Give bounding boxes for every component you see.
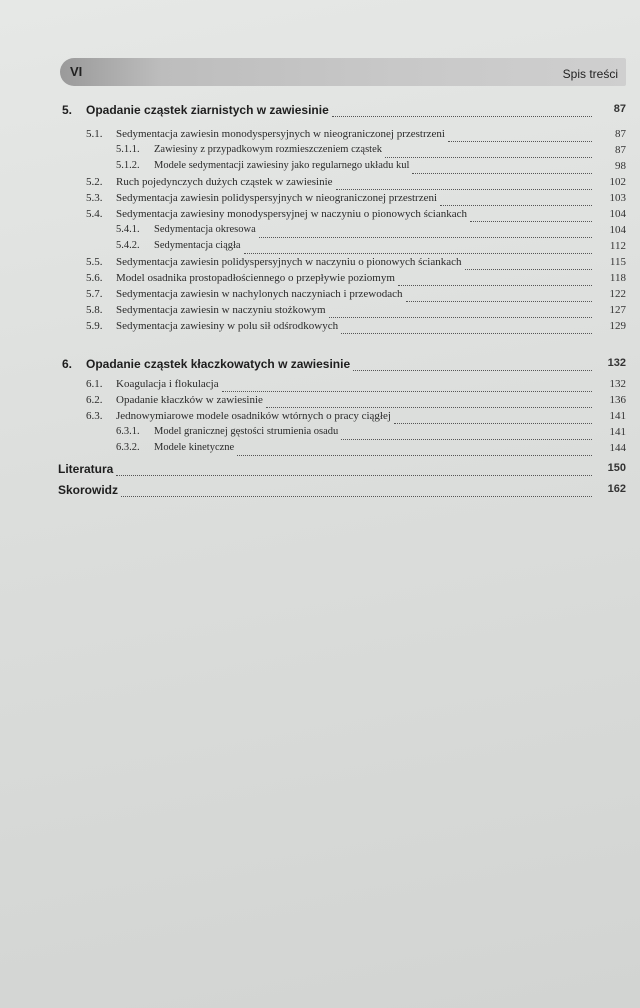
dot-leader [341,429,592,440]
toc-entry-page: 162 [607,483,626,495]
toc-entry-number: 5.8. [86,304,103,316]
toc-entry-page: 104 [609,224,626,236]
toc-entry-number: 5.2. [86,176,103,188]
dot-leader [412,163,592,174]
toc-entry-title: Literatura [58,462,114,476]
toc-entry-title: Opadanie cząstek ziarnistych w zawiesinie [86,103,329,117]
toc-entry-number: 5.1.1. [116,144,140,155]
toc-entry-title: Modele kinetyczne [154,442,235,453]
toc-entry-page: 150 [607,462,626,474]
toc-entry-page: 118 [609,272,626,284]
toc-entry [0,426,640,442]
toc-entry [0,208,640,224]
toc-entry-number: 6.3.2. [116,442,140,453]
toc-entry-number: 5.9. [86,320,103,332]
toc-entry [0,224,640,240]
toc-entry-number: 5.4.2. [116,240,140,251]
toc-entry [0,128,640,144]
toc-entry [0,357,640,373]
toc-entry-page: 136 [609,394,626,406]
toc-entry [0,144,640,160]
toc-entry-page: 129 [609,320,626,332]
dot-leader [394,413,592,424]
toc-entry-title: Sedymentacja zawiesin polidyspersyjnych w naczyniu o pionowych ściankach [116,256,462,268]
toc-entry [0,410,640,426]
toc-entry-number: 5.1.2. [116,160,140,171]
toc-entry-number: 5.1. [86,128,103,140]
toc-entry-page: 141 [609,410,626,422]
toc-entry-title: Ruch pojedynczych dużych cząstek w zawiesinie [116,176,333,188]
toc-entry-page: 87 [615,144,626,156]
dot-leader [398,275,592,286]
dot-leader [332,106,592,117]
toc-entry-title: Opadanie kłaczków w zawiesinie [116,394,263,406]
toc-entry-page: 132 [607,357,626,369]
toc-entry [0,462,640,478]
toc-entry-title: Sedymentacja zawiesiny w polu sił odśrodkowych [116,320,339,332]
dot-leader [237,445,592,456]
toc-entry-number: 5.7. [86,288,103,300]
toc-entry [0,160,640,176]
dot-leader [336,179,592,190]
toc-entry [0,256,640,272]
toc-entry-number: 6. [62,357,73,371]
toc-entry-title: Sedymentacja zawiesin polidyspersyjnych w nieograniczonej przestrzeni [116,192,438,204]
page-header-bar [60,58,626,86]
toc-entry-number: 5. [62,103,73,117]
toc-entry-title: Sedymentacja zawiesin w naczyniu stożkowym [116,304,326,316]
toc-entry-page: 102 [609,176,626,188]
toc-entry [0,483,640,499]
toc-entry-title: Sedymentacja okresowa [154,224,256,235]
toc-entry [0,378,640,394]
section-title: Spis treści [562,67,618,81]
toc-entry-title: Opadanie cząstek kłaczkowatych w zawiesinie [86,357,351,371]
toc-entry-title: Model granicznej gęstości strumienia osadu [154,426,339,437]
toc-entry-title: Sedymentacja zawiesiny monodyspersyjnej w naczyniu o pionowych ściankach [116,208,467,220]
dot-leader [440,195,592,206]
toc-entry-title: Sedymentacja zawiesin monodyspersyjnych w nieograniczonej przestrzeni [116,128,445,140]
dot-leader [470,211,592,222]
toc-entry [0,442,640,458]
dot-leader [465,259,593,270]
toc-entry-title: Zawiesiny z przypadkowym rozmieszczeniem cząstek [154,144,382,155]
toc-entry-title: Modele sedymentacji zawiesiny jako regularnego układu kul [154,160,410,171]
toc-entry-title: Jednowymiarowe modele osadników wtórnych o pracy ciągłej [116,410,391,422]
toc-entry-page: 103 [609,192,626,204]
toc-entry-title: Sedymentacja zawiesin w nachylonych naczyniach i przewodach [116,288,403,300]
toc-entry-number: 5.3. [86,192,103,204]
toc-entry-title: Model osadnika prostopadłościennego o przepływie poziomym [116,272,395,284]
toc-entry-number: 6.1. [86,378,103,390]
dot-leader [406,291,593,302]
dot-leader [341,323,592,334]
toc-entry [0,394,640,410]
toc-entry-page: 115 [609,256,626,268]
dot-leader [448,131,592,142]
dot-leader [222,381,592,392]
toc-entry-number: 6.3.1. [116,426,140,437]
toc-entry-number: 5.4.1. [116,224,140,235]
toc-entry [0,192,640,208]
page-number: VI [70,64,83,79]
dot-leader [259,227,592,238]
toc-entry-page: 112 [609,240,626,252]
toc-entry-page: 127 [609,304,626,316]
dot-leader [266,397,592,408]
toc-entry-number: 5.5. [86,256,103,268]
toc-entry-title: Koagulacja i flokulacja [116,378,219,390]
toc-entry-page: 87 [613,103,626,115]
dot-leader [353,360,592,371]
toc-entry [0,272,640,288]
dot-leader [385,147,592,158]
toc-entry-page: 141 [609,426,626,438]
dot-leader [244,243,592,254]
toc-entry-number: 6.2. [86,394,103,406]
dot-leader [116,465,592,476]
toc-entry-page: 144 [609,442,626,454]
dot-leader [121,486,592,497]
dot-leader [329,307,592,318]
toc-entry [0,176,640,192]
toc-entry [0,288,640,304]
toc-entry-page: 87 [615,128,626,140]
toc-entry [0,304,640,320]
toc-entry-number: 6.3. [86,410,103,422]
toc-entry-title: Skorowidz [58,483,119,497]
toc-entry [0,320,640,336]
toc-entry-title: Sedymentacja ciągła [154,240,241,251]
toc-entry-number: 5.6. [86,272,103,284]
toc-entry-page: 104 [609,208,626,220]
toc-entry [0,240,640,256]
toc-entry-number: 5.4. [86,208,103,220]
toc-entry-page: 132 [609,378,626,390]
toc-entry [0,103,640,119]
toc-entry-page: 98 [615,160,626,172]
toc-entry-page: 122 [609,288,626,300]
